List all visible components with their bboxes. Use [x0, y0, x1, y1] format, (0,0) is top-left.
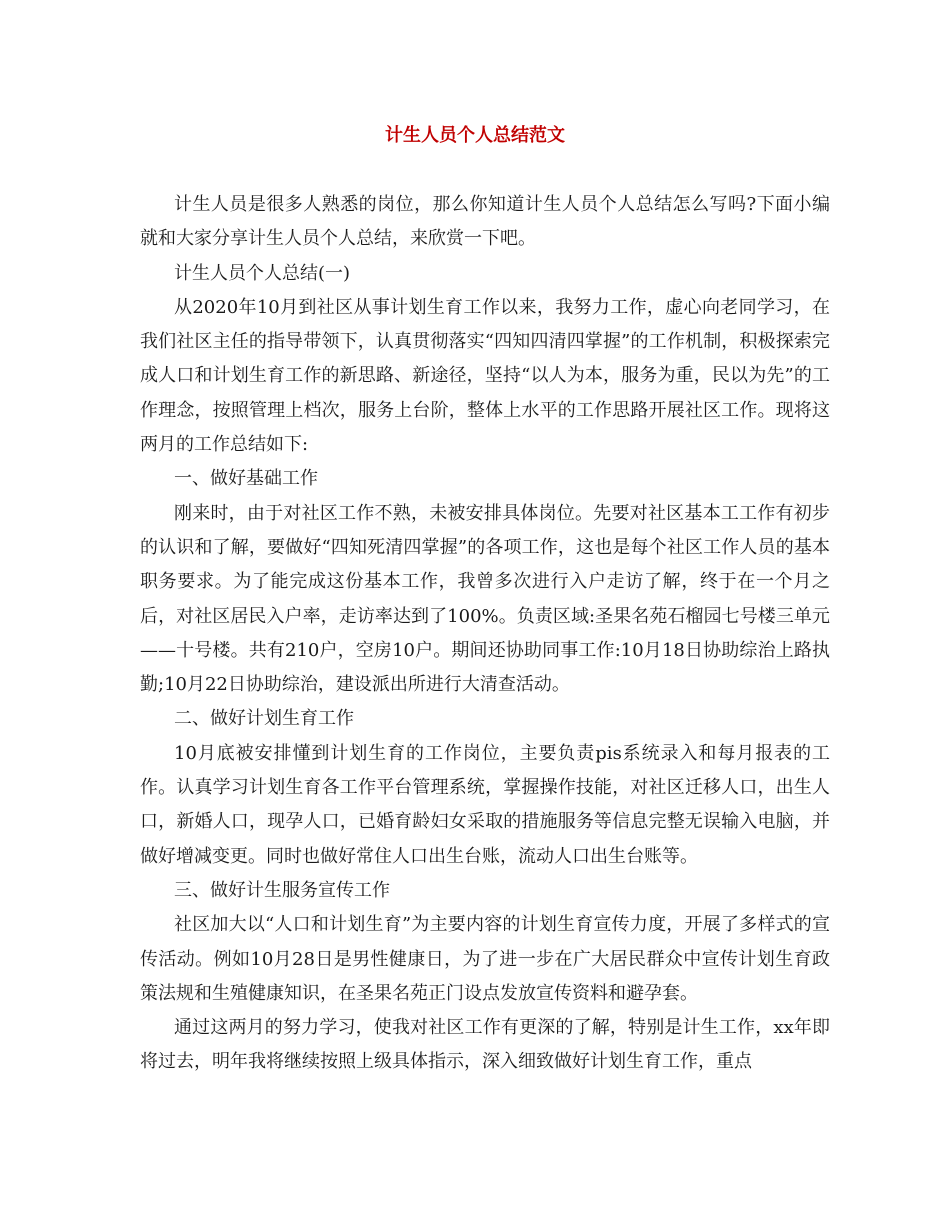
subsection-heading: 一、做好基础工作	[174, 468, 318, 490]
document-body	[140, 188, 830, 1080]
body-paragraph: 社区加大以“人口和计划生育”为主要内容的计划生育宣传力度，开展了多样式的宣传活动。例如10月28日是男性健康日，为了进一步在广大居民群众中宣传计划生育政策法规和生殖健康知识，在圣果名苑正门设点发放宣传资料和避孕套。	[140, 914, 830, 1004]
body-paragraph: 10月底被安排懂到计划生育的工作岗位，主要负责pis系统录入和每月报表的工作。认真学习计划生育各工作平台管理系统，掌握操作技能，对社区迁移人口，出生人口，新婚人口，现孕人口，已婚育龄妇女采取的措施服务等信息完整无误输入电脑，并做好增减变更。同时也做好常住人口出生台账，流动人口出生台账等。	[140, 742, 830, 867]
subsection-heading: 二、做好计划生育工作	[174, 708, 354, 730]
subsection-heading: 三、做好计生服务宣传工作	[174, 879, 390, 901]
body-paragraph: 刚来时，由于对社区工作不熟，未被安排具体岗位。先要对社区基本工工作有初步的认识和了解，要做好“四知死清四掌握”的各项工作，这也是每个社区工作人员的基本职务要求。为了能完成这份基本工作，我曾多次进行入户走访了解，终于在一个月之后，对社区居民入户率，走访率达到了100%。负责区域:圣果名苑石榴园七号楼三单元——十号楼。共有210户，空房10户。期间还协助同事工作:10月18日协助综治上路执勤;10月22日协助综治，建设派出所进行大清查活动。	[140, 502, 830, 696]
section-heading: 计生人员个人总结(一)	[174, 262, 351, 284]
body-paragraph: 通过这两月的努力学习，使我对社区工作有更深的了解，特别是计生工作，xx年即将过去，明年我将继续按照上级具体指示，深入细致做好计划生育工作，重点	[140, 1017, 830, 1073]
body-paragraph: 从2020年10月到社区从事计划生育工作以来，我努力工作，虚心向老同学习，在我们社区主任的指导带领下，认真贯彻落实“四知四清四掌握”的工作机制，积极探索完成人口和计划生育工作的新思路、新途径，坚持“以人为本，服务为重，民以为先”的工作理念，按照管理上档次，服务上台阶，整体上水平的工作思路开展社区工作。现将这两月的工作总结如下:	[140, 296, 830, 456]
intro-paragraph: 计生人员是很多人熟悉的岗位，那么你知道计生人员个人总结怎么写吗?下面小编就和大家分享计生人员个人总结，来欣赏一下吧。	[140, 194, 830, 250]
document-title: 计生人员个人总结范文	[385, 125, 565, 146]
